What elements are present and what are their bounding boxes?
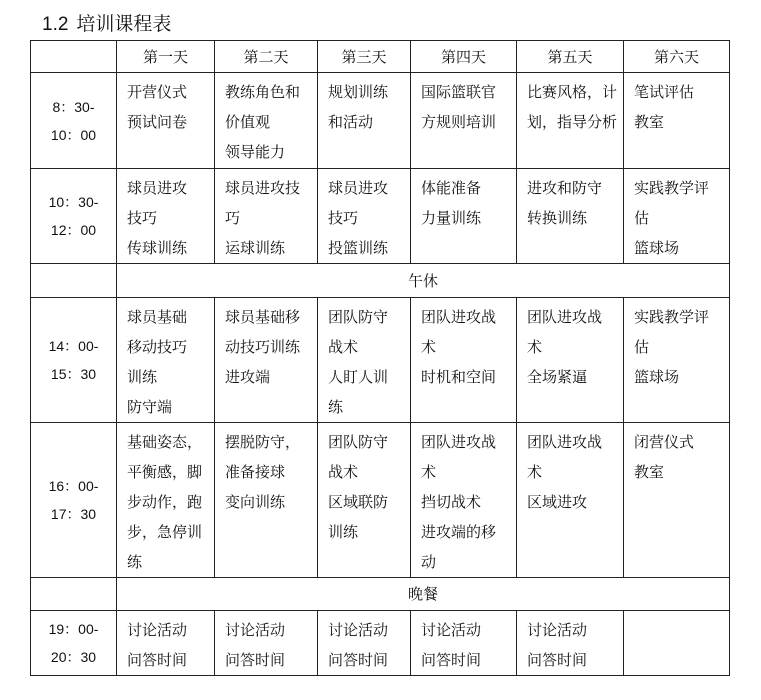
session-text: 教练角色和 <box>225 83 301 101</box>
session-text: 术 <box>527 463 543 481</box>
session-text: 球员进攻技 <box>225 179 301 197</box>
time-slot <box>31 73 117 169</box>
session-cell <box>117 611 215 676</box>
session-row <box>31 169 730 264</box>
day-header: 第四天 <box>411 41 517 73</box>
session-row <box>31 73 730 169</box>
session-cell <box>318 169 411 264</box>
session-text: 团队防守 <box>328 433 389 451</box>
session-text: 讨论活动 <box>127 621 188 639</box>
session-text: 巧 <box>225 209 241 227</box>
session-cell <box>117 423 215 578</box>
break-row <box>31 578 730 611</box>
session-text: 球员进攻 <box>127 179 188 197</box>
session-text: 和活动 <box>328 113 374 131</box>
session-text: 动技巧训练 <box>225 338 301 356</box>
session-text: 团队进攻战 <box>421 308 497 326</box>
session-text: 问答时间 <box>527 651 588 669</box>
break-label: 晚餐 <box>117 578 730 611</box>
session-text: 讨论活动 <box>527 621 588 639</box>
session-text: 实践教学评 <box>634 179 710 197</box>
session-text: 步，急停训 <box>127 523 203 541</box>
session-cell <box>117 73 215 169</box>
day-header: 第一天 <box>117 41 215 73</box>
session-text: 练 <box>127 553 143 571</box>
session-row <box>31 298 730 423</box>
session-cell <box>318 611 411 676</box>
session-text: 估 <box>634 338 650 356</box>
day-header: 第三天 <box>318 41 411 73</box>
session-text: 动 <box>421 553 437 571</box>
session-cell <box>624 73 730 169</box>
time-slot <box>31 298 117 423</box>
session-text: 进攻端的移 <box>421 523 497 541</box>
session-text: 预试问卷 <box>127 113 188 131</box>
session-cell <box>215 611 318 676</box>
session-cell <box>318 423 411 578</box>
session-cell <box>517 73 624 169</box>
session-cell <box>624 169 730 264</box>
session-text: 团队进攻战 <box>527 308 603 326</box>
session-text: 划，指导分析 <box>527 113 618 131</box>
session-text: 防守端 <box>127 398 173 416</box>
day-header: 第五天 <box>517 41 624 73</box>
time-line: 15：30 <box>50 366 97 382</box>
time-line: 19：00- <box>48 621 99 637</box>
session-text: 规划训练 <box>328 83 389 101</box>
session-text: 基础姿态， <box>127 433 203 451</box>
session-text: 投篮训练 <box>328 239 389 257</box>
session-text: 实践教学评 <box>634 308 710 326</box>
time-line: 8：30- <box>52 98 95 115</box>
session-cell <box>215 423 318 578</box>
session-cell <box>215 298 318 423</box>
session-text: 准备接球 <box>225 463 286 481</box>
session-cell <box>517 423 624 578</box>
session-text: 讨论活动 <box>328 621 389 639</box>
session-cell <box>215 73 318 169</box>
session-text: 术 <box>421 463 437 481</box>
session-text: 球员基础 <box>127 308 188 326</box>
session-cell <box>517 298 624 423</box>
session-text: 人盯人训 <box>328 368 389 386</box>
schedule-body <box>31 41 730 676</box>
session-text: 问答时间 <box>328 651 389 669</box>
header-row <box>31 41 730 73</box>
session-cell <box>117 169 215 264</box>
break-time-cell <box>31 264 117 298</box>
session-text: 讨论活动 <box>225 621 286 639</box>
session-text: 转换训练 <box>527 209 588 227</box>
session-text: 问答时间 <box>225 651 286 669</box>
session-cell <box>411 73 517 169</box>
time-line: 10：30- <box>48 194 99 210</box>
break-row <box>31 264 730 298</box>
session-text: 闭营仪式 <box>634 433 695 451</box>
session-cell <box>411 423 517 578</box>
session-text: 进攻和防守 <box>527 179 603 197</box>
session-text: 价值观 <box>225 113 271 131</box>
time-slot <box>31 423 117 578</box>
section-heading <box>42 9 171 36</box>
time-line: 12：00 <box>50 222 97 238</box>
session-text: 技巧 <box>328 209 359 227</box>
session-text: 挡切战术 <box>421 493 482 511</box>
session-text: 步动作，跑 <box>127 493 203 511</box>
session-text: 比赛风格，计 <box>527 83 618 101</box>
schedule-table <box>30 40 730 676</box>
session-text: 篮球场 <box>634 368 680 386</box>
time-line: 20：30 <box>50 649 97 665</box>
session-text: 团队防守 <box>328 308 389 326</box>
day-header: 第六天 <box>624 41 730 73</box>
session-text: 球员基础移 <box>225 308 301 326</box>
time-slot <box>31 611 117 676</box>
session-text: 估 <box>634 209 650 227</box>
time-slot <box>31 169 117 264</box>
session-text: 团队进攻战 <box>527 433 603 451</box>
session-text: 问答时间 <box>421 651 482 669</box>
session-text: 运球训练 <box>225 239 286 257</box>
session-text: 方规则培训 <box>421 113 497 131</box>
session-text: 战术 <box>328 463 359 481</box>
session-text: 球员进攻 <box>328 179 389 197</box>
session-text: 体能准备 <box>421 179 482 197</box>
session-text: 进攻端 <box>225 368 271 386</box>
session-cell <box>117 298 215 423</box>
session-cell <box>517 169 624 264</box>
time-line: 10：00 <box>50 126 97 143</box>
corner-cell <box>31 41 117 73</box>
session-text: 全场紧逼 <box>527 368 588 386</box>
session-text: 讨论活动 <box>421 621 482 639</box>
session-cell <box>215 169 318 264</box>
session-text: 时机和空间 <box>421 368 497 386</box>
session-text: 笔试评估 <box>634 83 695 101</box>
session-text: 变向训练 <box>225 493 286 511</box>
session-text: 传球训练 <box>127 239 188 257</box>
session-row <box>31 611 730 676</box>
session-cell <box>624 298 730 423</box>
session-cell <box>411 611 517 676</box>
session-text: 练 <box>328 398 344 416</box>
time-line: 16：00- <box>48 478 99 494</box>
session-text: 术 <box>527 338 543 356</box>
session-cell <box>318 298 411 423</box>
session-text: 篮球场 <box>634 239 680 257</box>
session-text: 平衡感，脚 <box>127 463 203 481</box>
session-text: 训练 <box>127 368 158 386</box>
session-row <box>31 423 730 578</box>
session-text: 训练 <box>328 523 359 541</box>
session-cell <box>318 73 411 169</box>
session-cell <box>624 423 730 578</box>
session-text: 术 <box>421 338 437 356</box>
day-header: 第二天 <box>215 41 318 73</box>
break-label: 午休 <box>117 264 730 298</box>
session-text: 问答时间 <box>127 651 188 669</box>
session-cell <box>411 298 517 423</box>
session-text: 教室 <box>634 113 665 131</box>
session-text: 国际篮联官 <box>421 83 497 101</box>
session-cell <box>411 169 517 264</box>
session-cell <box>517 611 624 676</box>
session-text: 技巧 <box>127 209 158 227</box>
session-text: 区域进攻 <box>527 493 588 511</box>
session-text: 力量训练 <box>421 209 482 227</box>
session-text: 领导能力 <box>225 143 286 161</box>
session-text: 摆脱防守， <box>225 433 301 451</box>
session-text: 移动技巧 <box>127 338 188 356</box>
time-line: 17：30 <box>50 506 97 522</box>
session-text: 区域联防 <box>328 493 389 511</box>
session-text: 战术 <box>328 338 359 356</box>
section-title: 培训课程表 <box>76 14 172 35</box>
session-cell <box>624 611 730 676</box>
section-number: 1.2 <box>42 14 69 35</box>
session-text: 开营仪式 <box>127 83 188 101</box>
break-time-cell <box>31 578 117 611</box>
session-text: 教室 <box>634 463 665 481</box>
session-text: 团队进攻战 <box>421 433 497 451</box>
time-line: 14：00- <box>48 338 99 354</box>
